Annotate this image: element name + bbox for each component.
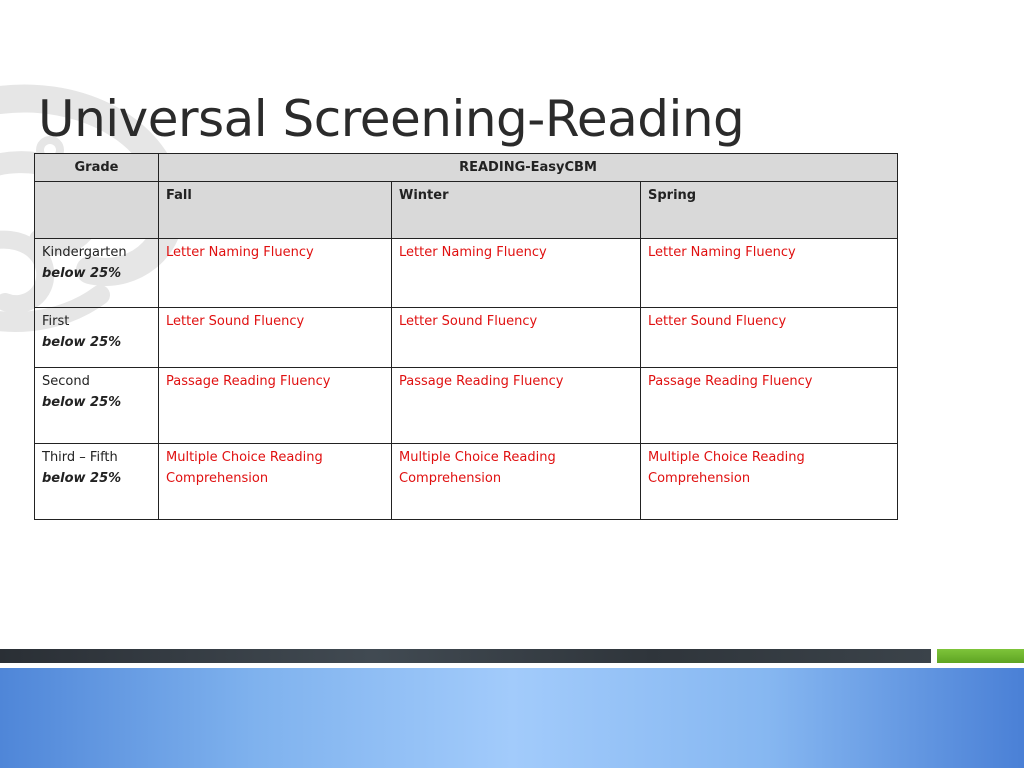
footer-dark-bar [0,649,931,663]
threshold-label: below 25% [42,266,122,281]
assessment-cell-winter: Letter Naming Fluency [392,239,641,308]
season-header-spring: Spring [641,182,898,239]
grade-label: Third – Fifth [42,450,118,465]
empty-header-cell [35,182,159,239]
footer-blue-band [0,668,1024,768]
threshold-label: below 25% [42,471,122,486]
assessment-cell-fall: Letter Naming Fluency [159,239,392,308]
assessment-cell-fall: Multiple Choice Reading Comprehension [159,444,392,520]
reading-group-header: READING-EasyCBM [159,154,898,182]
season-header-row [35,182,898,239]
threshold-label: below 25% [42,395,122,410]
grade-header: Grade [35,154,159,182]
grade-cell [35,308,159,368]
table-row [35,308,898,368]
season-header-winter: Winter [392,182,641,239]
grade-cell [35,444,159,520]
grade-cell [35,239,159,308]
grade-label: Second [42,374,90,389]
grade-label: Kindergarten [42,245,127,260]
table-header-row [35,154,898,182]
threshold-label: below 25% [42,335,122,350]
assessment-cell-spring: Multiple Choice Reading Comprehension [641,444,898,520]
grade-label: First [42,314,70,329]
table-row [35,239,898,308]
table-row [35,368,898,444]
assessment-cell-fall: Passage Reading Fluency [159,368,392,444]
screening-table [34,153,898,520]
assessment-cell-spring: Letter Naming Fluency [641,239,898,308]
slide-title: Universal Screening-Reading [38,90,745,148]
grade-cell [35,368,159,444]
assessment-cell-spring: Letter Sound Fluency [641,308,898,368]
assessment-cell-winter: Passage Reading Fluency [392,368,641,444]
assessment-cell-fall: Letter Sound Fluency [159,308,392,368]
assessment-cell-winter: Letter Sound Fluency [392,308,641,368]
table-row [35,444,898,520]
season-header-fall: Fall [159,182,392,239]
footer-green-bar [937,649,1024,663]
assessment-cell-winter: Multiple Choice Reading Comprehension [392,444,641,520]
assessment-cell-spring: Passage Reading Fluency [641,368,898,444]
